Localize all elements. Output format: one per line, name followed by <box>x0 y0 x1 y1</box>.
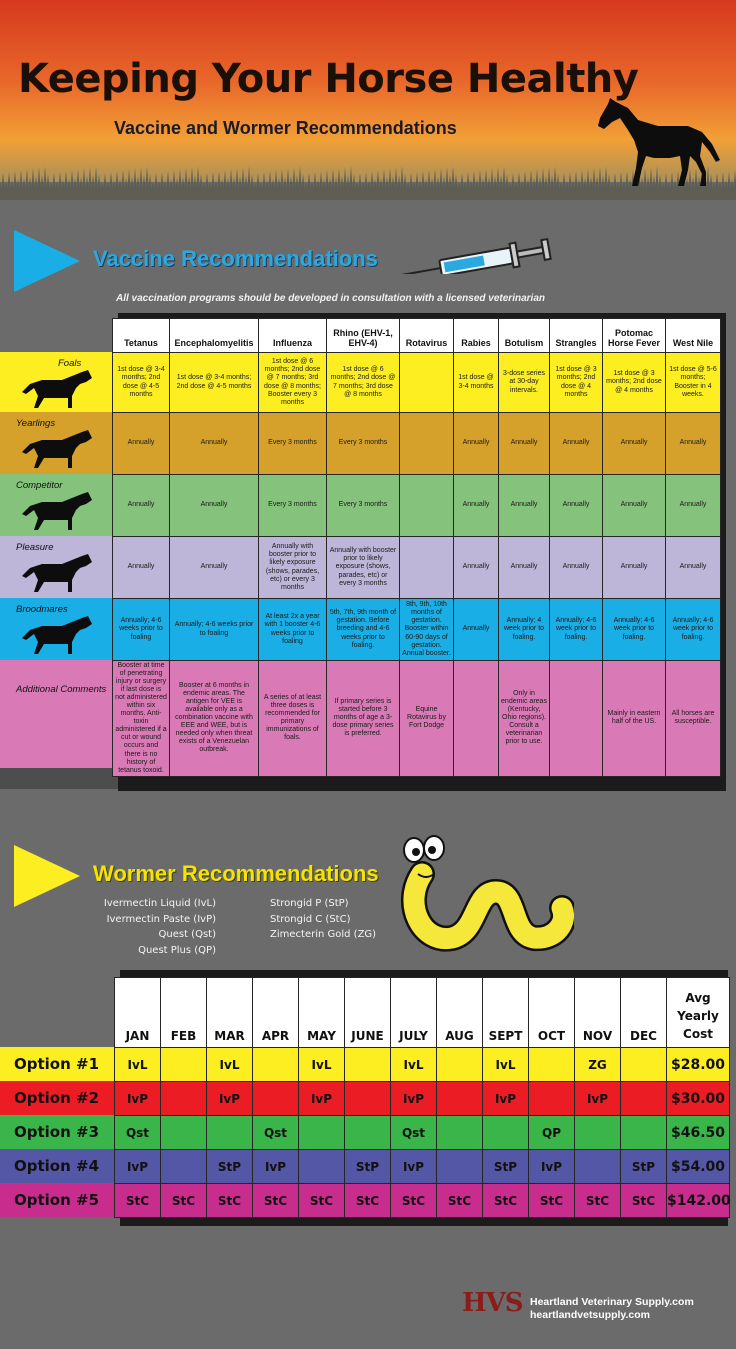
vaccine-cell <box>400 537 454 599</box>
month-header: MAR <box>207 978 253 1048</box>
legend-item: Strongid C (StC) <box>270 913 351 925</box>
month-header: SEPT <box>483 978 529 1048</box>
vaccine-cell: Annually <box>603 537 666 599</box>
vaccine-heading: Vaccine Recommendations <box>93 246 378 271</box>
cost-cell: $28.00 <box>667 1048 730 1082</box>
page-subtitle: Vaccine and Wormer Recommendations <box>114 118 457 138</box>
legend-item: Zimecterin Gold (ZG) <box>270 929 377 940</box>
wormer-cell: QP <box>529 1116 575 1150</box>
vaccine-cell: Annually <box>499 475 550 537</box>
cost-header: Avg Yearly Cost <box>667 978 730 1048</box>
vaccine-cell: Annually <box>666 413 721 475</box>
wormer-cell: StP <box>345 1150 391 1184</box>
vaccine-cell: Annually <box>499 537 550 599</box>
vaccine-col-header: Rotavirus <box>400 319 454 353</box>
vaccine-row-label-text: Yearlings <box>16 418 56 429</box>
vaccine-cell: 3-dose series at 30-day intervals. <box>499 353 550 413</box>
wormer-cell: Qst <box>253 1116 299 1150</box>
wormer-cell: IvL <box>207 1048 253 1082</box>
wormer-cell: StC <box>345 1184 391 1218</box>
horse-silhouette-icon <box>22 490 92 537</box>
vaccine-col-header: Strangles <box>550 319 603 353</box>
wormer-cell <box>299 1116 345 1150</box>
vaccine-cell: Every 3 months <box>259 475 327 537</box>
wormer-heading: Wormer Recommendations <box>93 861 379 886</box>
vaccine-cell: All horses are susceptible. <box>666 661 721 777</box>
vaccine-row <box>113 413 721 475</box>
vaccine-cell: Annually <box>113 475 170 537</box>
horse-silhouette-icon <box>22 552 92 599</box>
vaccine-col-header: Encephalomyelitis <box>170 319 259 353</box>
vaccine-cell: Every 3 months <box>327 475 400 537</box>
vaccine-row-label-text: Foals <box>58 358 82 369</box>
wormer-row <box>115 1116 730 1150</box>
month-header: JULY <box>391 978 437 1048</box>
vaccine-cell: 1st dose @ 6 months; 2nd dose @ 7 months; 3rd dose @ 8 months <box>327 353 400 413</box>
vaccine-row-label-text: Competitor <box>16 480 63 491</box>
wormer-cell: ZG <box>575 1048 621 1082</box>
vaccine-cell: 1st dose @ 3-4 months; 2nd dose @ 4-5 months <box>113 353 170 413</box>
vaccine-cell: Annually; 4-6 weeks prior to foaling <box>170 599 259 661</box>
wormer-cell: StC <box>207 1184 253 1218</box>
vaccine-row <box>113 599 721 661</box>
wormer-cell <box>161 1082 207 1116</box>
wormer-cell: IvP <box>575 1082 621 1116</box>
month-header: AUG <box>437 978 483 1048</box>
vaccine-cell: Annually <box>170 537 259 599</box>
wormer-cell: IvP <box>115 1150 161 1184</box>
wormer-cell: IvP <box>483 1082 529 1116</box>
vaccine-cell: Booster at 6 months in endemic areas. The antigen for VEE is available only as a combination vaccine with EEE and WEE, but is needed only when threat exists of a Venezuelan outbreak. <box>170 661 259 777</box>
wormer-cell: StC <box>253 1184 299 1218</box>
vaccine-cell: Booster at time of penetrating injury or surgery if last dose is not administered within six months. Anti-toxin administered if a cut or wound occurs and there is no history of tetanus toxoid. <box>113 661 170 777</box>
wormer-cell <box>437 1048 483 1082</box>
vaccine-cell: Annually <box>170 413 259 475</box>
vaccine-cell: 1st dose @ 3-4 months <box>454 353 499 413</box>
wormer-cell <box>529 1048 575 1082</box>
wormer-cell: StP <box>621 1150 667 1184</box>
horse-silhouette-icon <box>22 428 92 475</box>
wormer-cell: StC <box>115 1184 161 1218</box>
wormer-cell <box>345 1116 391 1150</box>
vaccine-row-label <box>0 536 112 598</box>
wormer-cell: Qst <box>391 1116 437 1150</box>
footer-company: Heartland Veterinary Supply.com <box>530 1296 694 1308</box>
month-header: JUNE <box>345 978 391 1048</box>
wormer-cell: IvL <box>299 1048 345 1082</box>
vaccine-cell: Annually <box>666 475 721 537</box>
horse-silhouette-icon <box>22 368 92 415</box>
vaccine-cell: Annually <box>454 413 499 475</box>
option-label: Option #5 <box>0 1183 114 1217</box>
vaccine-cell: 1st dose @ 5-6 months; Booster in 4 weeks. <box>666 353 721 413</box>
vaccine-table <box>112 318 721 777</box>
legend-item: Ivermectin Paste (IvP) <box>106 913 216 925</box>
wormer-cell <box>621 1116 667 1150</box>
vaccine-cell <box>400 475 454 537</box>
cost-cell: $54.00 <box>667 1150 730 1184</box>
wormer-cell <box>207 1116 253 1150</box>
vaccine-cell: Annually; 4-6 weeks prior to foaling <box>113 599 170 661</box>
wormer-cell <box>437 1116 483 1150</box>
vaccine-row-label <box>0 474 112 536</box>
wormer-cell: IvP <box>529 1150 575 1184</box>
wormer-row <box>115 1082 730 1116</box>
vaccine-row-label-text: Broodmares <box>16 604 68 615</box>
vaccine-cell: 1st dose @ 3-4 months; 2nd dose @ 4-5 months <box>170 353 259 413</box>
vaccine-cell: 5th, 7th, 9th month of gestation. Before breeding and 4-6 weeks prior to foaling. <box>327 599 400 661</box>
vaccine-row <box>113 353 721 413</box>
vaccine-cell <box>454 661 499 777</box>
option-label: Option #3 <box>0 1115 114 1149</box>
vaccine-row <box>113 475 721 537</box>
option-label: Option #1 <box>0 1047 114 1081</box>
vaccine-cell: If primary series is started before 3 months of age a 3-dose primary series is preferred. <box>327 661 400 777</box>
wormer-cell <box>345 1048 391 1082</box>
vaccine-row <box>113 537 721 599</box>
wormer-cell <box>161 1116 207 1150</box>
wormer-cell: IvP <box>207 1082 253 1116</box>
wormer-cell <box>621 1048 667 1082</box>
vaccine-cell: Annually <box>499 413 550 475</box>
legend-item: Ivermectin Liquid (IvL) <box>103 898 216 909</box>
month-header: OCT <box>529 978 575 1048</box>
wormer-cell <box>437 1082 483 1116</box>
vaccine-cell: Annually; 4-6 week prior to foaling. <box>550 599 603 661</box>
wormer-cell: IvL <box>115 1048 161 1082</box>
wormer-cell <box>345 1082 391 1116</box>
wormer-legend-left <box>96 896 266 958</box>
legend-item: Strongid P (StP) <box>270 898 349 909</box>
wormer-cell: StP <box>207 1150 253 1184</box>
wormer-cell: IvL <box>483 1048 529 1082</box>
vaccine-cell: Annually <box>170 475 259 537</box>
syringe-icon <box>390 226 558 274</box>
wormer-cell: StC <box>391 1184 437 1218</box>
wormer-cell: IvP <box>253 1150 299 1184</box>
vaccine-cell: 1st dose @ 3 months; 2nd dose @ 4 months <box>603 353 666 413</box>
vaccine-row-label <box>0 598 112 660</box>
vaccine-col-header: Potomac Horse Fever <box>603 319 666 353</box>
vaccine-cell: Every 3 months <box>259 413 327 475</box>
vaccine-cell: Annually <box>666 537 721 599</box>
vaccine-cell: Equine Rotavirus by Fort Dodge <box>400 661 454 777</box>
wormer-legend-right <box>270 896 376 943</box>
month-header: APR <box>253 978 299 1048</box>
vaccine-cell: Annually; 4-6 week prior to foaling. <box>603 599 666 661</box>
wormer-row <box>115 1184 730 1218</box>
vaccine-cell: Annually <box>603 475 666 537</box>
vaccine-col-header: Tetanus <box>113 319 170 353</box>
cost-cell: $46.50 <box>667 1116 730 1150</box>
wormer-cell <box>299 1150 345 1184</box>
legend-item: Quest (Qst) <box>158 929 216 940</box>
vaccine-cell: Annually <box>550 475 603 537</box>
vaccine-cell: Annually <box>454 599 499 661</box>
wormer-cell: StC <box>621 1184 667 1218</box>
wormer-cell: IvL <box>391 1048 437 1082</box>
vaccine-cell: Annually; 4-6 week prior to foaling. <box>666 599 721 661</box>
wormer-cell: StP <box>483 1150 529 1184</box>
vaccine-cell: Annually with booster prior to likely exposure (shows, parades, etc) or every 3 months <box>327 537 400 599</box>
vaccine-cell <box>550 661 603 777</box>
vaccine-cell: Annually <box>550 537 603 599</box>
month-header: FEB <box>161 978 207 1048</box>
option-label: Option #4 <box>0 1149 114 1183</box>
wormer-cell <box>575 1116 621 1150</box>
vaccine-cell: 1st dose @ 3 months; 2nd dose @ 4 months <box>550 353 603 413</box>
wormer-cell: Qst <box>115 1116 161 1150</box>
vaccine-col-header: Rabies <box>454 319 499 353</box>
vaccine-cell: Every 3 months <box>327 413 400 475</box>
month-header: MAY <box>299 978 345 1048</box>
vaccine-col-header: West Nile <box>666 319 721 353</box>
wormer-cell <box>529 1082 575 1116</box>
hvs-logo: HVS <box>462 1288 523 1318</box>
vaccine-col-header: Influenza <box>259 319 327 353</box>
vaccine-cell <box>400 353 454 413</box>
vaccine-cell: 8th, 9th, 10th months of gestation. Booster within 60-90 days of gestation. Annual booster. <box>400 599 454 661</box>
page-title: Keeping Your Horse Healthy <box>18 56 639 102</box>
vaccine-note: All vaccination programs should be developed in consultation with a licensed veterinarian <box>116 293 545 304</box>
legend-item: Quest Plus (QP) <box>138 944 216 956</box>
vaccine-cell: Annually <box>113 537 170 599</box>
worm-icon <box>392 834 574 962</box>
wormer-cell <box>161 1150 207 1184</box>
vaccine-arrow-icon <box>14 230 80 292</box>
vaccine-row-label <box>0 660 112 768</box>
month-header: DEC <box>621 978 667 1048</box>
wormer-cell <box>621 1082 667 1116</box>
vaccine-cell: 1st dose @ 6 months; 2nd dose @ 7 months; 3rd dose @ 8 months; Booster every 3 months <box>259 353 327 413</box>
vaccine-cell: Only in endemic areas (Kentucky, Ohio regions). Consult a veterinarian prior to use. <box>499 661 550 777</box>
vaccine-cell: Mainly in eastern half of the US. <box>603 661 666 777</box>
wormer-cell: StC <box>437 1184 483 1218</box>
wormer-cell: IvP <box>391 1150 437 1184</box>
footer-url[interactable]: heartlandvetsupply.com <box>530 1309 651 1321</box>
vaccine-col-header: Rhino (EHV-1, EHV-4) <box>327 319 400 353</box>
wormer-cell: IvP <box>115 1082 161 1116</box>
wormer-cell: IvP <box>391 1082 437 1116</box>
wormer-row <box>115 1150 730 1184</box>
horse-silhouette-icon <box>598 96 720 188</box>
vaccine-cell: Annually <box>113 413 170 475</box>
vaccine-row-label-text: Pleasure <box>16 542 54 553</box>
wormer-cell <box>437 1150 483 1184</box>
month-header: JAN <box>115 978 161 1048</box>
vaccine-cell: Annually <box>603 413 666 475</box>
vaccine-cell: Annually with booster prior to likely exposure (shows, parades, etc) or every 3 months <box>259 537 327 599</box>
vaccine-row-label-text: Additional Comments <box>16 684 107 695</box>
wormer-arrow-icon <box>14 845 80 907</box>
cost-cell: $30.00 <box>667 1082 730 1116</box>
vaccine-row <box>113 661 721 777</box>
wormer-table <box>114 977 730 1218</box>
wormer-cell <box>161 1048 207 1082</box>
wormer-cell <box>253 1082 299 1116</box>
wormer-cell: StC <box>529 1184 575 1218</box>
vaccine-row-label <box>0 412 112 474</box>
vaccine-cell: At least 2x a year with 1 booster 4-6 weeks prior to foaling <box>259 599 327 661</box>
wormer-cell <box>575 1150 621 1184</box>
vaccine-cell: Annually <box>454 475 499 537</box>
vaccine-cell: Annually; 4 week prior to foaling. <box>499 599 550 661</box>
vaccine-row-label <box>0 352 112 412</box>
vaccine-col-header: Botulism <box>499 319 550 353</box>
wormer-cell: StC <box>299 1184 345 1218</box>
vaccine-cell: Annually <box>454 537 499 599</box>
wormer-cell: StC <box>161 1184 207 1218</box>
wormer-cell <box>253 1048 299 1082</box>
horse-silhouette-icon <box>22 614 92 661</box>
cost-cell: $142.00 <box>667 1184 730 1218</box>
wormer-cell <box>483 1116 529 1150</box>
wormer-row <box>115 1048 730 1082</box>
wormer-cell: StC <box>575 1184 621 1218</box>
wormer-cell: IvP <box>299 1082 345 1116</box>
option-label: Option #2 <box>0 1081 114 1115</box>
vaccine-cell <box>400 413 454 475</box>
vaccine-cell: Annually <box>550 413 603 475</box>
month-header: NOV <box>575 978 621 1048</box>
vaccine-cell: A series of at least three doses is recommended for primary immunizations of foals. <box>259 661 327 777</box>
wormer-cell: StC <box>483 1184 529 1218</box>
